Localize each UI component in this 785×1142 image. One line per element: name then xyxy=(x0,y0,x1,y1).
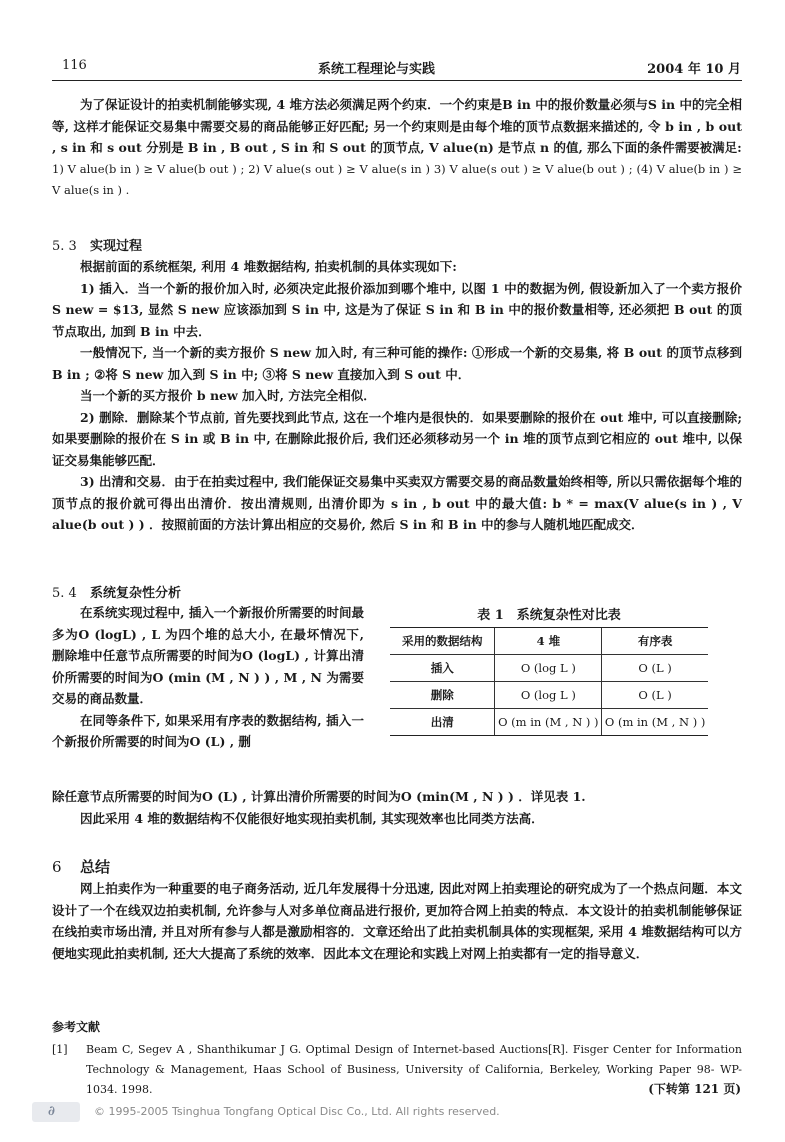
section-5-3-heading xyxy=(52,235,142,254)
paragraph: 除任意节点所需要的时间为O (L) , 计算出清价所需要的时间为O (min(M , N ) ) ．详见表 1. xyxy=(52,789,586,804)
table-header-cell: 有序表 xyxy=(602,628,708,655)
copyright-text: © 1995-2005 Tsinghua Tongfang Optical Disc Co., Ltd. All rights reserved. xyxy=(94,1105,500,1118)
section-number: 5. 4 xyxy=(52,586,77,601)
paragraph: 网上拍卖作为一种重要的电子商务活动, 近几年发展得十分迅速, 因此对网上拍卖理论的研究成为了一个热点问题．本文设计了一个在线双边拍卖机制, 允许参与人对多单位商品进行报价, 更加符合网上拍卖的特点．本文设计的拍卖机制能够保证在线拍卖市场出清, 并且对所有参与人都是激励相容的．文章还给出了此拍卖机制具体的实现框架, 采用 4 堆数据结构可以方便地实现此拍卖机制, 还大大提高了系统的效率．因此本文在理论和实践上对网上拍卖都有一定的指导意义． xyxy=(52,881,742,961)
table-cell: 删除 xyxy=(390,682,495,709)
section-5-3-body xyxy=(52,256,742,536)
paragraph-clearing: 3) 出清和交易．由于在拍卖过程中, 我们能保证交易集中买卖双方需要交易的商品数量始终相等, 所以只需依据每个堆的顶节点的报价就可得出出清价．按出清规则, 出清价即为 s in , b out 中的最大值: b * = max(V alue(s in ) , V alue(b out ) ) ．按照前面的方法计算出相应的交易价, 然后 S in 和 B in 中的参与人随机地匹配成交． xyxy=(52,474,742,532)
table-cell: O (L ) xyxy=(602,682,708,709)
paragraph: 在同等条件下, 如果采用有序表的数据结构, 插入一个新报价所需要的时间为O (L) , 删 xyxy=(52,712,364,749)
conditions: 1) V alue(b in ) ≥ V alue(b out ) ; 2) V alue(s out ) ≥ V alue(s in ) 3) V alue(s out ) ≥ V alue(b out ) ; (4) V alue(b in ) ≥ V alue(s in ) . xyxy=(52,161,742,197)
publisher-logo-icon: ∂ xyxy=(32,1102,80,1122)
section-5-4-left-column xyxy=(52,602,364,753)
reference-text: Beam C, Segev A , Shanthikumar J G. Optimal Design of Internet-based Auctions[R]. Fisger Center for Information Technology & Management, Haas School of Business, University of California, Berkeley, Working Paper 98- WP-1034. 1998. xyxy=(86,1043,742,1096)
table-header-cell: 4 堆 xyxy=(495,628,602,655)
table-row xyxy=(390,682,708,709)
paragraph: 在系统实现过程中, 插入一个新报价所需要的时间最多为O (logL) , L 为四个堆的总大小, 在最坏情况下, 删除堆中任意节点所需要的时间为O (logL) , 计算出清价所需要的时间为O (min (M , N ) ) , M , N 为需要交易的商品数量． xyxy=(52,605,364,706)
footer xyxy=(32,1102,632,1124)
paragraph-delete: 2) 删除．删除某个节点前, 首先要找到此节点, 这在一个堆内是很快的．如果要删除的报价在 out 堆中, 可以直接删除; 如果要删除的报价在 S in 或 B in 中, 在删除此报价后, 我们还必须移动另一个 in 堆的顶节点到它相应的 out 堆中, 以保证交易集能够匹配． xyxy=(52,409,742,468)
journal-title: 系统工程理论与实践 xyxy=(318,62,436,77)
table-row xyxy=(390,655,708,682)
complexity-table xyxy=(390,627,708,736)
section-6-body xyxy=(52,878,742,964)
references-title: 参考文献 xyxy=(52,1020,101,1034)
page-number: 116 xyxy=(62,58,87,73)
intro-paragraph: 为了保证设计的拍卖机制能够实现, 4 堆方法必须满足两个约束．一个约束是B in 中的报价数量必须与S in 中的完全相等, 这样才能保证交易集中需要交易的商品能够正好匹配; 另一个约束则是由每个堆的顶节点数据来描述的, 令 b in , b out , s in 和 s out 分别是 B in , B out , S in 和 S out 的顶节点, V alue(n) 是节点 n 的值, 那么下面的条件需要被满足: xyxy=(52,97,742,155)
table-row xyxy=(390,709,708,736)
section-number: 5. 3 xyxy=(52,239,77,254)
paragraph: 因此采用 4 堆的数据结构不仅能很好地实现拍卖机制, 其实现效率也比同类方法高． xyxy=(80,810,544,826)
table-header-cell: 采用的数据结构 xyxy=(390,628,495,655)
reference-item xyxy=(52,1040,742,1100)
table-cell: 出清 xyxy=(390,709,495,736)
section-title: 总结 xyxy=(80,858,111,876)
table-cell: O (L ) xyxy=(602,655,708,682)
table-cell: O (m in (M , N ) ) xyxy=(495,709,602,736)
paragraph: 根据前面的系统框架, 利用 4 堆数据结构, 拍卖机制的具体实现如下: xyxy=(80,259,457,274)
section-5-4-heading xyxy=(52,582,181,601)
paragraph-insert: 1) 插入．当一个新的报价加入时, 必须决定此报价添加到哪个堆中, 以图 1 中的数据为例, 假设新加入了一个卖方报价 S new = $13, 显然 S new 应该添加到 S in 中, 这是为了保证 S in 和 B in 中的报价数量相等, 还必须把 B out 的顶节点取出, 加到 B in 中去． xyxy=(52,280,742,339)
section-5-4-continued xyxy=(52,786,742,829)
table-cell: O (log L ) xyxy=(495,682,602,709)
section-number: 6 xyxy=(52,858,62,876)
issue-date: 2004 年 10 月 xyxy=(647,62,741,77)
intro-block xyxy=(52,94,742,202)
section-title: 系统复杂性分析 xyxy=(90,586,182,601)
reference-number: [1] xyxy=(52,1043,68,1056)
paragraph: 一般情况下, 当一个新的卖方报价 S new 加入时, 有三种可能的操作: ①形成一个新的交易集, 将 B out 的顶节点移到 B in ; ②将 S new 加入到 S in 中; ③将 S new 直接加入到 S out 中． xyxy=(52,345,742,382)
table-cell: O (log L ) xyxy=(495,655,602,682)
paragraph: 当一个新的买方报价 b new 加入时, 方法完全相似． xyxy=(80,388,376,403)
table-caption: 表 1 系统复杂性对比表 xyxy=(477,608,621,623)
section-6-heading xyxy=(52,856,110,877)
header-rule xyxy=(52,80,742,81)
table-header-row xyxy=(390,628,708,655)
section-title: 实现过程 xyxy=(90,239,143,254)
table-cell: O (m in (M , N ) ) xyxy=(602,709,708,736)
table-cell: 插入 xyxy=(390,655,495,682)
continued-note: (下转第 121 页) xyxy=(648,1082,741,1096)
